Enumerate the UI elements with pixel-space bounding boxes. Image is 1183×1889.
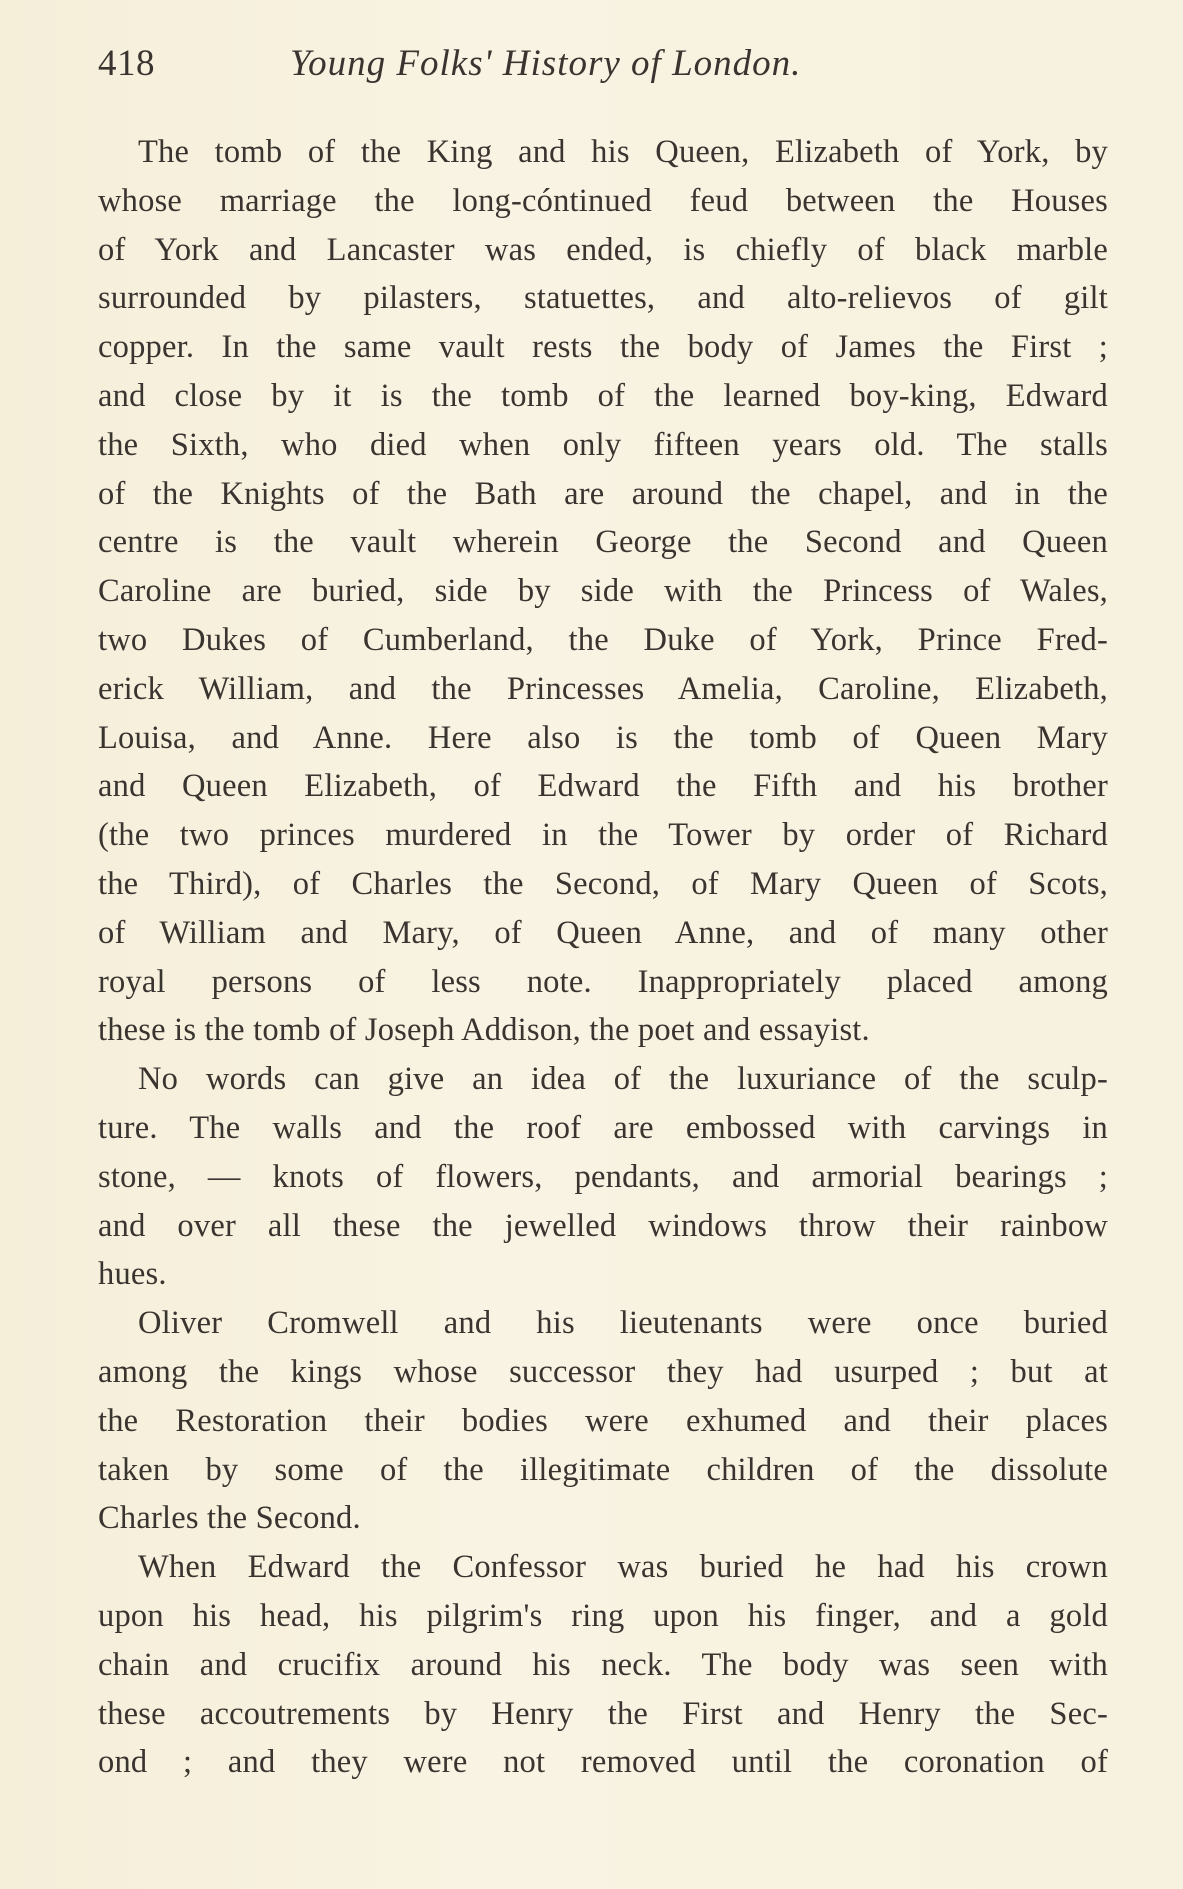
text-line: surrounded by pilasters, statuettes, and alto-relievos of gilt bbox=[98, 280, 1108, 317]
text-line: When Edward the Confessor was buried he had his crown bbox=[138, 1549, 1108, 1586]
text-line: and over all these the jewelled windows throw their rainbow bbox=[98, 1207, 1108, 1244]
body-text bbox=[98, 128, 1108, 1787]
text-line: No words can give an idea of the luxuriance of the sculp- bbox=[138, 1061, 1108, 1098]
text-line: Charles the Second. bbox=[98, 1500, 361, 1537]
text-line: erick William, and the Princesses Amelia, Caroline, Elizabeth, bbox=[98, 670, 1108, 707]
text-line: among the kings whose successor they had usurped ; but at bbox=[98, 1353, 1108, 1390]
text-line: Caroline are buried, side by side with the Princess of Wales, bbox=[98, 573, 1108, 610]
text-line: Louisa, and Anne. Here also is the tomb of Queen Mary bbox=[98, 719, 1108, 756]
running-title: Young Folks' History of London. bbox=[290, 43, 802, 84]
text-line: stone, — knots of flowers, pendants, and armorial bearings ; bbox=[98, 1158, 1108, 1195]
text-line: copper. In the same vault rests the body of James the First ; bbox=[98, 329, 1108, 366]
text-line: the Sixth, who died when only fifteen years old. The stalls bbox=[98, 426, 1108, 463]
text-line: the Restoration their bodies were exhumed and their places bbox=[98, 1402, 1108, 1439]
text-line: ond ; and they were not removed until the coronation of bbox=[98, 1744, 1108, 1781]
text-line: royal persons of less note. Inappropriately placed among bbox=[98, 963, 1108, 1000]
text-line: of William and Mary, of Queen Anne, and of many other bbox=[98, 914, 1108, 951]
text-line: and close by it is the tomb of the learned boy-king, Edward bbox=[98, 377, 1108, 414]
text-line: ture. The walls and the roof are embossed with carvings in bbox=[98, 1109, 1108, 1146]
text-line: centre is the vault wherein George the Second and Queen bbox=[98, 524, 1108, 561]
text-line: these is the tomb of Joseph Addison, the poet and essayist. bbox=[98, 1012, 870, 1049]
text-line: and Queen Elizabeth, of Edward the Fifth and his brother bbox=[98, 768, 1108, 805]
text-line: taken by some of the illegitimate children of the dissolute bbox=[98, 1451, 1108, 1488]
text-line: whose marriage the long-cóntinued feud between the Houses bbox=[98, 182, 1108, 219]
page-number: 418 bbox=[98, 43, 155, 84]
text-line: upon his head, his pilgrim's ring upon his finger, and a gold bbox=[98, 1597, 1108, 1634]
page-header bbox=[98, 42, 1108, 92]
text-line: these accoutrements by Henry the First and Henry the Sec- bbox=[98, 1695, 1108, 1732]
text-line: (the two princes murdered in the Tower by order of Richard bbox=[98, 817, 1108, 854]
text-line: of the Knights of the Bath are around the chapel, and in the bbox=[98, 475, 1108, 512]
text-line: Oliver Cromwell and his lieutenants were once buried bbox=[138, 1305, 1108, 1342]
text-line: The tomb of the King and his Queen, Elizabeth of York, by bbox=[138, 134, 1108, 170]
text-line: of York and Lancaster was ended, is chiefly of black marble bbox=[98, 231, 1108, 268]
text-line: the Third), of Charles the Second, of Mary Queen of Scots, bbox=[98, 865, 1108, 902]
text-line: two Dukes of Cumberland, the Duke of York, Prince Fred- bbox=[98, 621, 1108, 658]
text-line: chain and crucifix around his neck. The body was seen with bbox=[98, 1646, 1108, 1683]
text-line: hues. bbox=[98, 1256, 167, 1293]
